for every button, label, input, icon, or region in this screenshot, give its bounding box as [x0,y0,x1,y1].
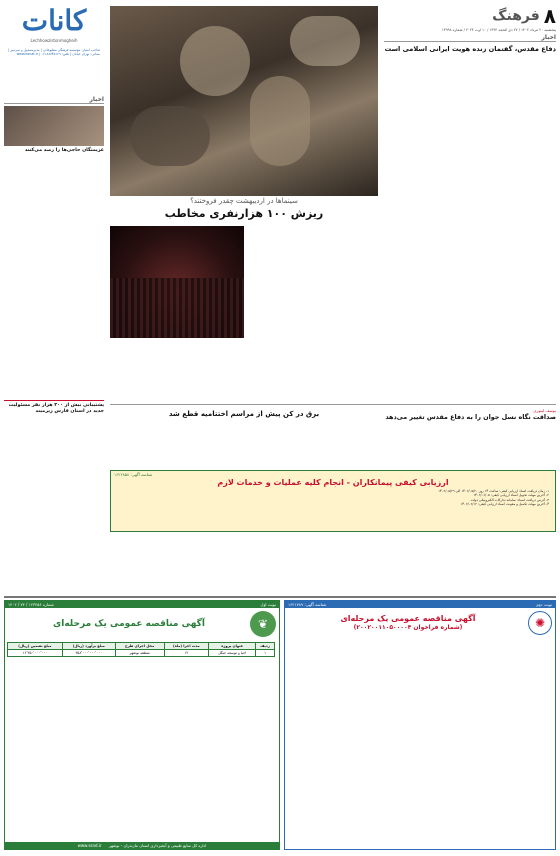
left-photo [4,106,104,146]
nature-logo-icon: ❦ [250,611,276,637]
middle-right-headline: صداقت نگاه نسل جوان را به دفاع مقدس تغییر می‌دهد [385,413,556,421]
right-ad-subhead: (شماره فراخوان ۲۰۰۲۰۰۱۱۰۵۰۰۰۰۴) [353,624,463,631]
right-ad-headline: آگهی مناقصه عمومی یک مرحله‌ای [340,614,476,623]
bottom-right-bar [285,601,555,608]
section-divider [4,596,556,598]
bottom-left-ad [4,600,280,850]
logo-latin: Lechhowzistonmogheih [30,38,78,43]
cinema-photo [110,226,244,338]
side-info: صاحب امتیاز: مؤسسه فرهنگی مطبوعاتی | مدیرمسئول و سردبیر | نشانی: تهران خیابان | تلفن: ۰۲۱۸۸۷۴۵۱۲۹ | www.kanat.ir [8,48,100,57]
notice-id: شناسه آگهی: ۱۶۲۲۸۵۸ [114,472,153,477]
logo: کانات [21,4,87,37]
left-story-title: عزیمتگان حاجی‌ها را رصد می‌کنند [24,148,104,153]
table-header-cell: محل اجرای طرح [115,643,164,650]
photo-caption: سینماها در اردیبهشت چقدر فروختند؟ [190,197,298,205]
org-name: اداره کل منابع طبیعی و آبخیزداری استان مازندران - نوشهر [108,843,207,848]
table-cell: ۱ [256,650,275,657]
date-line: پنجشنبه ۲۰ مرداد ۱۴۰۲ / ۲۷ ذی الحجه ۱۴۴۴ / ۱۰ اوت ۲۰۲۳ / شماره ۱۳۹۹۸ [441,28,556,32]
section-name: فرهنگ [492,8,540,24]
tender-item: ۱- زمان دریافت اسناد ارزیابی کیفی: ساعت ۱۴ روز ۱۴۰۲/۰۵/۲۰ الی ۱۴۰۲/۰۵/۲۹ [438,489,549,493]
tender-notice [110,470,556,532]
left-label: اخبار [4,96,104,104]
masthead-right [380,4,556,34]
left-box [4,400,104,528]
table-header-cell: عنوان پروژه [209,643,256,650]
tender-item: ۳- آدرس دریافت اسناد: سامانه تدارکات الکترونیکی دولت [470,497,549,502]
bottom-left-bar [5,601,279,608]
tender-item: ۲- آخرین مهلت تحویل اسناد ارزیابی کیفی: ۱۴۰۲/۰۶/۰۵ [473,493,549,498]
page-number: ۸ [543,4,556,28]
table-cell: ۳۵۸٬۰۰۰٬۰۰۰٬۰۰۰ [62,650,115,657]
left-box-title: پشتیبانی بیش از ۳۰۰ هزار نفر مسئولیت جدید در استان فارس زیرمیند [4,400,104,415]
left-bar-label: نوبت اول [260,602,276,607]
left-ad-footer [5,842,279,849]
section-divider [110,404,556,405]
table-cell: ۱۶٬۳۵۰٬۰۰۰٬۰۰۰ [8,650,63,657]
masthead-logo-block [2,4,106,48]
table-cell: احیا و توسعه جنگل [209,650,256,657]
photo-caption-block [110,196,378,226]
table-header-cell: مبلغ برآورد (ریال) [62,643,115,650]
oil-company-logo-icon: ✺ [528,611,552,635]
website-link[interactable]: www.ssnd.ir [77,843,102,848]
top-headline: دفاع مقدس، گفتمان زنده هویت ایرانی اسلامی است [384,45,556,53]
bottom-right-ad [284,600,556,850]
right-bar-label: نوبت دوم [536,602,552,607]
tender-item: ۴- آخرین مهلت تکمیل و معونت اسناد ارزیابی کیفی: ۱۴۰۲/۰۶/۱۲ [460,502,549,507]
table-header-row [8,643,275,650]
table-header-cell: مدت اجرا (ماه) [164,643,209,650]
section-label: اخبار [384,34,556,42]
tender-items [111,488,555,508]
table-row [8,650,275,657]
middle-left-headline: برق در کن پیش از مراسم اختتامیه قطع شد [168,410,320,418]
right-notice-id: شناسه آگهی: ۱۶۲۱۷۸۹ [288,602,327,607]
cinema-article-cont [110,340,244,404]
cinema-headline: ریزش ۱۰۰ هزارنفری مخاطب [164,207,324,220]
left-ad-headline: آگهی مناقصه عمومی یک مرحله‌ای [53,619,205,629]
table-header-cell: ردیف [256,643,275,650]
left-notice-id: شماره ۱۲۳۴۵۶ / ۷۴ / ۱۴۰۲ [8,602,54,607]
table-cell: ۱۲ [164,650,209,657]
table-header-cell: مبلغ تضمین (ریال) [8,643,63,650]
cinema-article [248,226,378,404]
tender-table [7,642,275,657]
top-photo [110,6,378,196]
left-column [4,96,104,396]
table-body [8,650,275,657]
top-right-column [384,34,556,404]
middle-left-article [110,424,378,468]
middle-right-head [384,408,556,430]
tender-headline: ارزیابی کیفی پیمانکاران - انجام کلیه عملیات و خدمات لازم [217,478,449,487]
table-cell: منطقه نوشهر [115,650,164,657]
byline: یوسف لینوری [533,408,556,413]
middle-left-head [110,408,378,422]
